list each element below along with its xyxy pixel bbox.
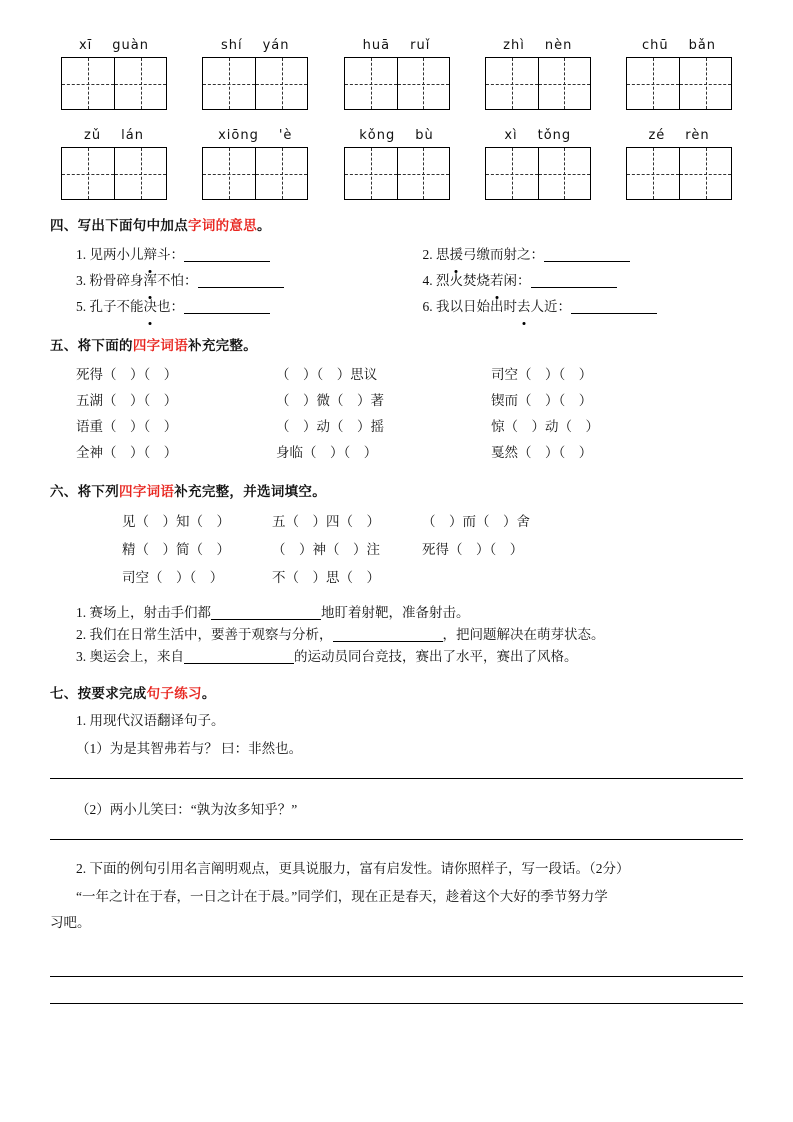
idiom-blank[interactable]: 全神（ ）（ ）	[76, 445, 178, 460]
pinyin-label	[50, 38, 178, 57]
tianzige-box[interactable]	[626, 57, 732, 110]
item-text-tail: 也：	[157, 299, 184, 314]
question-6-heading	[50, 480, 743, 500]
item-text: 孔子不能	[89, 299, 144, 314]
item-text: 粉骨碎身	[89, 273, 144, 288]
pinyin-row-1	[50, 38, 743, 110]
item-label: 2.	[76, 627, 87, 642]
pinyin-syllable: shí	[220, 38, 243, 53]
pinyin-syllable: bù	[415, 128, 434, 143]
answer-line[interactable]	[50, 778, 743, 779]
question-title-tail: 。	[257, 218, 271, 234]
pinyin-syllable: 'è	[278, 128, 293, 143]
tianzige-box[interactable]	[344, 147, 450, 200]
question-7-sub-1: 1. 用现代汉语翻译句子。	[76, 713, 225, 728]
tianzige-box[interactable]	[61, 57, 167, 110]
pinyin-syllable: guàn	[112, 38, 149, 53]
idiom-blank[interactable]: 死得（ ）（ ）	[422, 542, 524, 557]
pinyin-cell	[615, 38, 743, 110]
item-text-tail: 斗：	[157, 247, 184, 262]
emphasis-char: 决	[144, 294, 158, 320]
emphasis-char: 去	[517, 294, 531, 320]
idiom-blank[interactable]: （ ）而（ ）舍	[422, 514, 530, 529]
emphasis-char: 辩	[144, 242, 158, 268]
idiom-blank[interactable]: 锲而（ ）（ ）	[491, 393, 593, 408]
list-item	[50, 294, 397, 320]
question-title-highlight: 四字词语	[119, 484, 175, 500]
pinyin-cell	[191, 38, 319, 110]
question-number: 六、	[50, 484, 78, 500]
idiom-blank[interactable]: 五湖（ ）（ ）	[76, 393, 178, 408]
item-text-tail: 闲：	[503, 273, 531, 288]
list-item	[50, 242, 397, 268]
item-text-tail: 人近：	[530, 299, 571, 314]
question-title-text: 按要求完成	[77, 686, 147, 702]
answer-blank[interactable]	[571, 299, 657, 314]
pinyin-label	[474, 38, 602, 57]
pinyin-syllable: xì	[504, 128, 518, 143]
pinyin-syllable: xī	[78, 38, 93, 53]
pinyin-cell	[333, 38, 461, 110]
pinyin-label	[191, 128, 319, 147]
question-title-highlight: 四字词语	[132, 338, 189, 354]
question-4-heading	[50, 214, 743, 234]
answer-line[interactable]	[50, 1003, 743, 1004]
question-7-sub-2: 2. 下面的例句引用名言阐明观点，更具说服力，富有启发性。请你照样子，写一段话。（2分）	[76, 861, 630, 876]
item-label: 5.	[76, 299, 87, 314]
idiom-blank[interactable]: 五（ ）四（ ）	[272, 514, 380, 529]
item-label: 6.	[422, 299, 433, 314]
tianzige-box[interactable]	[626, 147, 732, 200]
question-7-example-line-1: “一年之计在于春，一日之计在于晨。”同学们，现在正是春天，趁着这个大好的季节努力学	[76, 889, 608, 904]
question-title-text: 将下列	[77, 484, 120, 500]
answer-blank[interactable]	[184, 649, 294, 664]
pinyin-label	[474, 128, 602, 147]
question-6-fill-1	[50, 602, 743, 624]
idiom-blank[interactable]: （ ）神（ ）注	[272, 542, 380, 557]
pinyin-label	[615, 128, 743, 147]
idiom-blank[interactable]: 不（ ）思（ ）	[272, 570, 380, 585]
pinyin-syllable: yán	[262, 38, 290, 53]
emphasis-char: 若	[490, 268, 504, 294]
question-number: 七、	[50, 686, 78, 702]
list-item	[397, 268, 744, 294]
pinyin-syllable: zé	[648, 128, 666, 143]
idiom-blank[interactable]: 精（ ）简（ ）	[122, 542, 230, 557]
answer-line[interactable]	[50, 839, 743, 840]
item-text-tail: 地盯着射靶，准备射击。	[321, 605, 470, 620]
item-label: 1.	[76, 605, 87, 620]
list-item	[50, 268, 397, 294]
idiom-blank[interactable]	[422, 564, 743, 592]
pinyin-syllable: chū	[641, 38, 669, 53]
pinyin-syllable: nèn	[544, 38, 573, 53]
pinyin-cell	[50, 128, 178, 200]
tianzige-box[interactable]	[202, 147, 308, 200]
question-title-text: 将下面的	[77, 338, 133, 354]
emphasis-char: 浑	[144, 268, 158, 294]
question-5-heading	[50, 334, 743, 354]
list-item	[397, 242, 744, 268]
pinyin-cell	[474, 128, 602, 200]
item-text: 思	[436, 247, 450, 262]
question-title-highlight: 字词的意思	[188, 218, 258, 234]
pinyin-syllable: ruǐ	[410, 38, 431, 53]
pinyin-cell	[615, 128, 743, 200]
idiom-blank[interactable]: 司空（ ）（ ）	[491, 367, 593, 382]
pinyin-label	[50, 128, 178, 147]
tianzige-box[interactable]	[485, 147, 591, 200]
idiom-blank[interactable]: 身临（ ）（ ）	[276, 445, 378, 460]
question-5-idiom-grid	[50, 362, 743, 466]
item-text: 见两小儿	[89, 247, 144, 262]
idiom-blank[interactable]: 见（ ）知（ ）	[122, 514, 230, 529]
emphasis-char: 援	[450, 242, 464, 268]
pinyin-grid-section	[50, 38, 743, 200]
question-6-fill-3	[50, 646, 743, 668]
tianzige-box[interactable]	[344, 57, 450, 110]
idiom-blank[interactable]: 戛然（ ）（ ）	[491, 445, 593, 460]
answer-line[interactable]	[50, 976, 743, 977]
idiom-blank[interactable]: 惊（ ）动（ ）	[491, 419, 599, 434]
question-7-sentence-1: （1）为是其智弗若与？ 曰：非然也。	[76, 741, 303, 756]
question-7-heading	[50, 682, 743, 702]
item-text-tail: 不怕：	[157, 273, 198, 288]
item-label: 2.	[422, 247, 433, 262]
question-title-tail: 补充完整。	[188, 338, 258, 354]
idiom-blank[interactable]: （ ）微（ ）著	[276, 393, 384, 408]
answer-blank[interactable]	[531, 273, 617, 288]
question-title-tail: 补充完整，并选词填空。	[174, 484, 327, 500]
pinyin-syllable: huā	[362, 38, 391, 53]
answer-blank[interactable]	[184, 299, 270, 314]
question-6-fill-2	[50, 624, 743, 646]
pinyin-row-2	[50, 128, 743, 200]
question-6-idiom-grid	[50, 508, 743, 592]
question-title-highlight: 句子练习	[146, 686, 202, 702]
idiom-blank[interactable]: 语重（ ）（ ）	[76, 419, 178, 434]
item-text: 我们在日常生活中，要善于观察与分析，	[89, 627, 333, 642]
item-label: 3.	[76, 273, 87, 288]
idiom-blank[interactable]: 司空（ ）（ ）	[122, 570, 224, 585]
item-label: 1.	[76, 247, 87, 262]
item-text-tail: 的运动员同台竞技，赛出了水平，赛出了风格。	[294, 649, 578, 664]
answer-blank[interactable]	[544, 247, 630, 262]
question-7-example-line-2: 习吧。	[50, 915, 91, 930]
tianzige-box[interactable]	[202, 57, 308, 110]
pinyin-syllable: bǎn	[688, 38, 717, 53]
pinyin-cell	[191, 128, 319, 200]
pinyin-syllable: kǒng	[359, 128, 396, 143]
pinyin-syllable: zǔ	[84, 128, 102, 143]
pinyin-label	[615, 38, 743, 57]
pinyin-syllable: xiōng	[218, 128, 259, 143]
pinyin-syllable: rèn	[685, 128, 710, 143]
idiom-blank[interactable]: （ ）（ ）思议	[276, 367, 378, 382]
pinyin-cell	[333, 128, 461, 200]
pinyin-label	[333, 128, 461, 147]
item-text: 赛场上，射击手们都	[89, 605, 211, 620]
question-number: 五、	[50, 338, 78, 354]
tianzige-box[interactable]	[485, 57, 591, 110]
idiom-blank[interactable]: （ ）动（ ）摇	[276, 419, 384, 434]
item-label: 4.	[422, 273, 433, 288]
item-text-tail: ，把问题解决在萌芽状态。	[442, 627, 605, 642]
pinyin-syllable: lán	[121, 128, 144, 143]
item-label: 3.	[76, 649, 87, 664]
question-title-text: 写出下面句中加点	[77, 218, 189, 234]
tianzige-box[interactable]	[61, 147, 167, 200]
item-text: 烈火焚烧	[436, 273, 490, 288]
question-7-sentence-2: （2）两小儿笑曰：“孰为汝多知乎？”	[76, 802, 298, 817]
pinyin-label	[333, 38, 461, 57]
pinyin-syllable: tǒng	[537, 128, 572, 143]
question-number: 四、	[50, 218, 78, 234]
question-title-tail: 。	[201, 686, 216, 702]
pinyin-cell	[50, 38, 178, 110]
answer-blank[interactable]	[333, 627, 443, 642]
answer-blank[interactable]	[198, 273, 284, 288]
item-text: 我以日始出时	[436, 299, 517, 314]
item-text-tail: 弓缴而射之：	[463, 247, 544, 262]
item-text: 奥运会上，来自	[89, 649, 184, 664]
answer-blank[interactable]	[184, 247, 270, 262]
question-4-items	[50, 242, 743, 320]
pinyin-cell	[474, 38, 602, 110]
answer-blank[interactable]	[211, 605, 321, 620]
pinyin-label	[191, 38, 319, 57]
list-item	[397, 294, 744, 320]
idiom-blank[interactable]: 死得（ ）（ ）	[76, 367, 178, 382]
pinyin-syllable: zhì	[503, 38, 525, 53]
